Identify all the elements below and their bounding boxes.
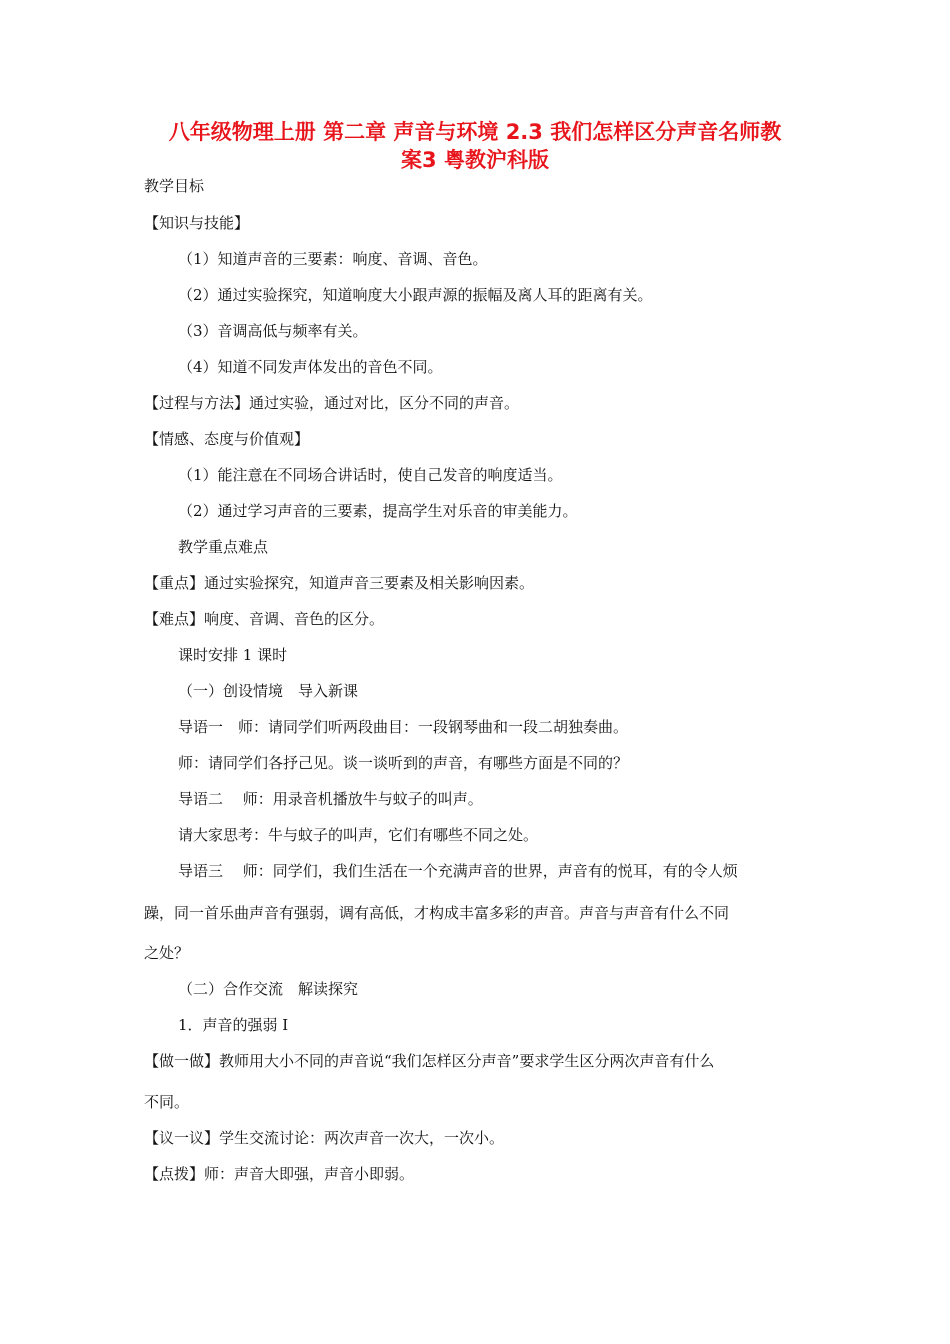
schedule-paragraph: 课时安排 1 课时 — [178, 646, 288, 664]
subsection-heading-loudness: 1．声音的强弱 I — [178, 1016, 289, 1034]
section-heading-2: （二）合作交流 解读探究 — [178, 980, 359, 998]
heading-knowledge-skills: 【知识与技能】 — [144, 214, 250, 232]
tip-paragraph: 【点拨】师：声音大即强，声音小即弱。 — [144, 1165, 415, 1183]
goal-item-2: （2）通过实验探究，知道响度大小跟声源的振幅及离人耳的距离有关。 — [178, 286, 653, 304]
heading-key-difficult: 教学重点难点 — [178, 538, 269, 556]
emotion-item-1: （1）能注意在不同场合讲话时，使自己发音的响度适当。 — [178, 466, 563, 484]
title-line-1: 八年级物理上册 第二章 声音与环境 2.3 我们怎样区分声音名师教 — [168, 120, 782, 144]
discuss-paragraph: 【议一议】学生交流讨论：两次声音一次大，一次小。 — [144, 1129, 505, 1147]
intro-3-line-3: 之处？ — [144, 944, 190, 962]
intro-1-paragraph: 导语一 师：请同学们听两段曲目：一段钢琴曲和一段二胡独奏曲。 — [178, 718, 629, 736]
teacher-question-paragraph: 师：请同学们各抒己见。谈一谈听到的声音，有哪些方面是不同的？ — [178, 754, 629, 772]
intro-3-line-2: 躁，同一首乐曲声音有强弱，调有高低，才构成丰富多彩的声音。声音与声音有什么不同 — [144, 904, 730, 922]
process-method-paragraph: 【过程与方法】通过实验，通过对比，区分不同的声音。 — [144, 394, 520, 412]
goal-item-1: （1）知道声音的三要素：响度、音调、音色。 — [178, 250, 488, 268]
section-heading-1: （一）创设情境 导入新课 — [178, 682, 359, 700]
intro-3-line-1: 导语三 师：同学们，我们生活在一个充满声音的世界，声音有的悦耳，有的令人烦 — [178, 862, 738, 880]
try-it-line-2: 不同。 — [144, 1093, 190, 1111]
difficult-point-paragraph: 【难点】响度、音调、音色的区分。 — [144, 610, 385, 628]
try-it-line-1: 【做一做】教师用大小不同的声音说“我们怎样区分声音”要求学生区分两次声音有什么 — [144, 1052, 715, 1070]
key-point-paragraph: 【重点】通过实验探究，知道声音三要素及相关影响因素。 — [144, 574, 535, 592]
goal-item-3: （3）音调高低与频率有关。 — [178, 322, 368, 340]
goal-item-4: （4）知道不同发声体发出的音色不同。 — [178, 358, 443, 376]
heading-teaching-goals: 教学目标 — [144, 177, 205, 195]
emotion-item-2: （2）通过学习声音的三要素，提高学生对乐音的审美能力。 — [178, 502, 578, 520]
think-question-paragraph: 请大家思考：牛与蚊子的叫声，它们有哪些不同之处。 — [178, 826, 539, 844]
document-title — [140, 118, 810, 174]
intro-2-paragraph: 导语二 师：用录音机播放牛与蚊子的叫声。 — [178, 790, 483, 808]
title-line-2: 案3 粤教沪科版 — [401, 148, 549, 172]
heading-emotion-attitude: 【情感、态度与价值观】 — [144, 430, 310, 448]
